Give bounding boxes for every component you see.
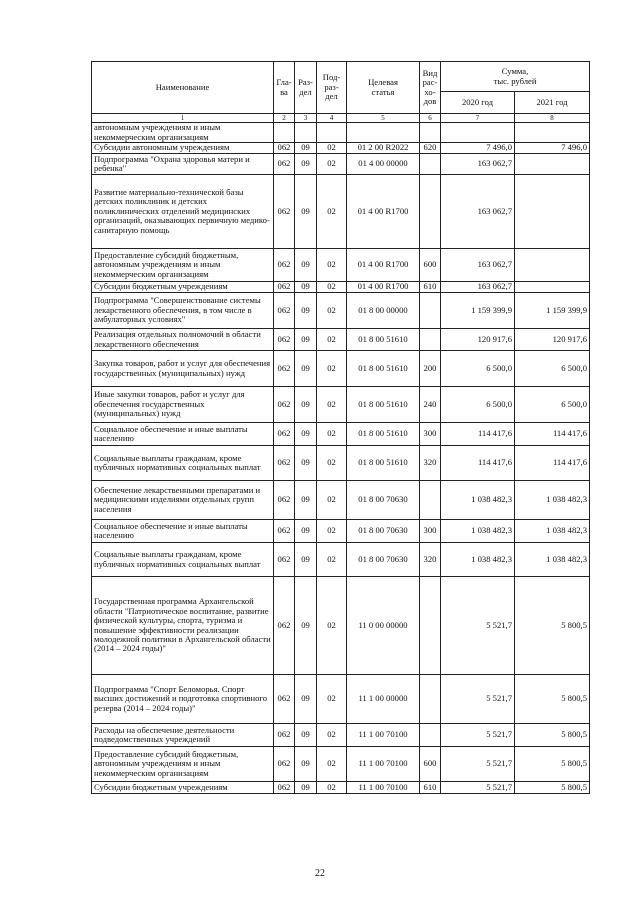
row-sum-2020: 7 496,0 — [441, 143, 515, 154]
table-row — [92, 446, 590, 481]
row-vid: 610 — [420, 782, 441, 794]
row-glava: 062 — [274, 675, 295, 724]
row-vid: 600 — [420, 747, 441, 782]
row-vid: 320 — [420, 446, 441, 481]
row-sum-2020: 1 038 482,3 — [441, 520, 515, 543]
row-glava — [274, 123, 295, 143]
row-razdel: 09 — [295, 175, 317, 249]
row-podrazdel: 02 — [317, 282, 347, 293]
row-podrazdel: 02 — [317, 175, 347, 249]
row-sum-2020: 163 062,7 — [441, 249, 515, 282]
index-cell: 4 — [317, 114, 347, 123]
row-sum-2020: 5 521,7 — [441, 782, 515, 794]
table-row — [92, 747, 590, 782]
row-sum-2021: 5 800,5 — [515, 675, 590, 724]
row-sum-2021: 5 800,5 — [515, 747, 590, 782]
row-name: Социальное обеспечение и иные выплаты населению — [92, 520, 274, 543]
row-vid: 240 — [420, 387, 441, 423]
row-target: 11 1 00 70100 — [347, 747, 420, 782]
row-name: Подпрограмма "Совершенствование системы лекарственного обеспечения, в том числе в амбулаторных условиях" — [92, 293, 274, 329]
row-sum-2021: 5 800,5 — [515, 724, 590, 747]
row-vid — [420, 293, 441, 329]
table-row — [92, 351, 590, 387]
row-sum-2020: 1 038 482,3 — [441, 543, 515, 577]
row-name: автономным учреждениям и иным некоммерческим организациям — [92, 123, 274, 143]
row-razdel: 09 — [295, 387, 317, 423]
row-podrazdel: 02 — [317, 143, 347, 154]
row-sum-2020: 1 159 399,9 — [441, 293, 515, 329]
row-razdel: 09 — [295, 782, 317, 794]
header-year-2021: 2021 год — [515, 92, 590, 114]
row-target: 01 8 00 51610 — [347, 423, 420, 446]
row-vid: 200 — [420, 351, 441, 387]
row-glava: 062 — [274, 387, 295, 423]
row-razdel: 09 — [295, 282, 317, 293]
row-razdel: 09 — [295, 747, 317, 782]
index-cell: 3 — [295, 114, 317, 123]
row-glava: 062 — [274, 293, 295, 329]
row-vid: 600 — [420, 249, 441, 282]
page-number: 22 — [315, 868, 325, 879]
table-row — [92, 675, 590, 724]
index-cell: 2 — [274, 114, 295, 123]
row-sum-2021: 1 038 482,3 — [515, 543, 590, 577]
row-vid: 300 — [420, 423, 441, 446]
row-name: Социальные выплаты гражданам, кроме публичных нормативных социальных выплат — [92, 446, 274, 481]
row-podrazdel: 02 — [317, 387, 347, 423]
header-year-2020: 2020 год — [441, 92, 515, 114]
table-row — [92, 481, 590, 520]
row-sum-2021: 120 917,6 — [515, 329, 590, 351]
row-sum-2020: 6 500,0 — [441, 387, 515, 423]
row-name: Субсидии бюджетным учреждениям — [92, 282, 274, 293]
row-razdel: 09 — [295, 724, 317, 747]
row-glava: 062 — [274, 143, 295, 154]
row-target: 11 1 00 70100 — [347, 724, 420, 747]
row-sum-2021: 5 800,5 — [515, 577, 590, 675]
row-vid — [420, 724, 441, 747]
row-target: 01 2 00 R2022 — [347, 143, 420, 154]
row-glava: 062 — [274, 423, 295, 446]
row-name: Подпрограмма "Спорт Беломорья. Спорт высших достижений и подготовка спортивного резерва (2014 – 2024 годы)" — [92, 675, 274, 724]
row-podrazdel: 02 — [317, 249, 347, 282]
row-glava: 062 — [274, 446, 295, 481]
header-vid: Вид рас- хо- дов — [420, 62, 441, 114]
row-name: Расходы на обеспечение деятельности подведомственных учреждений — [92, 724, 274, 747]
row-sum-2020: 163 062,7 — [441, 282, 515, 293]
index-cell: 5 — [347, 114, 420, 123]
row-razdel: 09 — [295, 423, 317, 446]
row-podrazdel: 02 — [317, 446, 347, 481]
table-row — [92, 175, 590, 249]
row-target: 01 4 00 00000 — [347, 154, 420, 175]
table-row — [92, 520, 590, 543]
row-sum-2020: 114 417,6 — [441, 423, 515, 446]
row-target — [347, 123, 420, 143]
row-podrazdel: 02 — [317, 577, 347, 675]
row-target: 11 1 00 00000 — [347, 675, 420, 724]
row-razdel: 09 — [295, 446, 317, 481]
row-sum-2020: 120 917,6 — [441, 329, 515, 351]
index-cell: 8 — [515, 114, 590, 123]
row-target: 01 8 00 51610 — [347, 446, 420, 481]
row-razdel: 09 — [295, 293, 317, 329]
index-cell: 1 — [92, 114, 274, 123]
row-podrazdel: 02 — [317, 724, 347, 747]
row-name: Социальные выплаты гражданам, кроме публичных нормативных социальных выплат — [92, 543, 274, 577]
header-glava: Гла- ва — [274, 62, 295, 114]
row-target: 01 8 00 51610 — [347, 351, 420, 387]
row-target: 01 8 00 70630 — [347, 543, 420, 577]
row-vid — [420, 675, 441, 724]
row-razdel: 09 — [295, 520, 317, 543]
row-name: Иные закупки товаров, работ и услуг для обеспечения государственных (муниципальных) нужд — [92, 387, 274, 423]
table-row — [92, 724, 590, 747]
row-target: 11 1 00 70100 — [347, 782, 420, 794]
row-podrazdel: 02 — [317, 481, 347, 520]
table-row — [92, 423, 590, 446]
row-vid — [420, 154, 441, 175]
row-razdel: 09 — [295, 577, 317, 675]
row-name: Закупка товаров, работ и услуг для обеспечения государственных (муниципальных) нужд — [92, 351, 274, 387]
row-sum-2021: 5 800,5 — [515, 782, 590, 794]
row-glava: 062 — [274, 329, 295, 351]
row-name: Субсидии автономным учреждениям — [92, 143, 274, 154]
row-sum-2020: 163 062,7 — [441, 154, 515, 175]
row-target: 11 0 00 00000 — [347, 577, 420, 675]
row-sum-2020 — [441, 123, 515, 143]
table-body — [92, 123, 590, 794]
row-vid: 320 — [420, 543, 441, 577]
row-glava: 062 — [274, 282, 295, 293]
row-sum-2021: 6 500,0 — [515, 387, 590, 423]
row-sum-2021 — [515, 123, 590, 143]
row-podrazdel: 02 — [317, 543, 347, 577]
table-row — [92, 329, 590, 351]
row-sum-2020: 114 417,6 — [441, 446, 515, 481]
row-razdel: 09 — [295, 481, 317, 520]
row-razdel: 09 — [295, 351, 317, 387]
row-sum-2020: 163 062,7 — [441, 175, 515, 249]
row-sum-2021: 1 159 399,9 — [515, 293, 590, 329]
row-sum-2021 — [515, 249, 590, 282]
table-row — [92, 543, 590, 577]
row-sum-2021: 7 496,0 — [515, 143, 590, 154]
row-podrazdel — [317, 123, 347, 143]
header-target: Целевая статья — [347, 62, 420, 114]
row-glava: 062 — [274, 782, 295, 794]
row-glava: 062 — [274, 747, 295, 782]
row-name: Обеспечение лекарственными препаратами и медицинскими изделиями отдельных групп населения — [92, 481, 274, 520]
row-target: 01 4 00 R1700 — [347, 249, 420, 282]
row-sum-2021: 6 500,0 — [515, 351, 590, 387]
row-sum-2020: 5 521,7 — [441, 577, 515, 675]
header-podrazdel: Под- раз- дел — [317, 62, 347, 114]
index-cell: 7 — [441, 114, 515, 123]
table-row — [92, 249, 590, 282]
row-sum-2021 — [515, 154, 590, 175]
row-glava: 062 — [274, 175, 295, 249]
row-target: 01 8 00 51610 — [347, 387, 420, 423]
row-name: Предоставление субсидий бюджетным, автономным учреждениям и иным некоммерческим организациям — [92, 249, 274, 282]
row-target: 01 8 00 70630 — [347, 520, 420, 543]
row-podrazdel: 02 — [317, 293, 347, 329]
table-row — [92, 293, 590, 329]
row-name: Предоставление субсидий бюджетным, автономным учреждениям и иным некоммерческим организациям — [92, 747, 274, 782]
table-row — [92, 154, 590, 175]
row-vid — [420, 175, 441, 249]
row-sum-2020: 5 521,7 — [441, 675, 515, 724]
row-sum-2021 — [515, 282, 590, 293]
row-name: Субсидии бюджетным учреждениям — [92, 782, 274, 794]
row-glava: 062 — [274, 154, 295, 175]
row-sum-2021: 114 417,6 — [515, 423, 590, 446]
row-vid — [420, 577, 441, 675]
row-sum-2020: 1 038 482,3 — [441, 481, 515, 520]
row-name: Реализация отдельных полномочий в области лекарственного обеспечения — [92, 329, 274, 351]
row-vid — [420, 123, 441, 143]
row-sum-2021 — [515, 175, 590, 249]
row-razdel: 09 — [295, 675, 317, 724]
row-vid — [420, 481, 441, 520]
header-sum: Сумма, тыс. рублей — [441, 62, 590, 92]
row-podrazdel: 02 — [317, 675, 347, 724]
row-name: Подпрограмма "Охрана здоровья матери и ребенка" — [92, 154, 274, 175]
row-glava: 062 — [274, 520, 295, 543]
row-podrazdel: 02 — [317, 782, 347, 794]
header-name: Наименование — [92, 62, 274, 114]
row-vid: 300 — [420, 520, 441, 543]
row-razdel: 09 — [295, 143, 317, 154]
row-razdel: 09 — [295, 329, 317, 351]
row-podrazdel: 02 — [317, 351, 347, 387]
table-row — [92, 387, 590, 423]
row-glava: 062 — [274, 543, 295, 577]
row-razdel — [295, 123, 317, 143]
table-row — [92, 282, 590, 293]
budget-table — [91, 61, 590, 794]
row-glava: 062 — [274, 249, 295, 282]
row-sum-2021: 1 038 482,3 — [515, 481, 590, 520]
row-razdel: 09 — [295, 543, 317, 577]
table-row — [92, 123, 590, 143]
row-sum-2020: 5 521,7 — [441, 724, 515, 747]
row-podrazdel: 02 — [317, 329, 347, 351]
row-glava: 062 — [274, 481, 295, 520]
row-target: 01 4 00 R1700 — [347, 175, 420, 249]
row-vid: 610 — [420, 282, 441, 293]
row-podrazdel: 02 — [317, 520, 347, 543]
row-razdel: 09 — [295, 249, 317, 282]
row-podrazdel: 02 — [317, 423, 347, 446]
table-row — [92, 782, 590, 794]
row-podrazdel: 02 — [317, 154, 347, 175]
row-name: Социальное обеспечение и иные выплаты населению — [92, 423, 274, 446]
row-target: 01 8 00 51610 — [347, 329, 420, 351]
row-name: Государственная программа Архангельской области "Патриотическое воспитание, развитие физической культуры, спорта, туризма и повышение эффективности реализации молодежной политики в Архангельской области (2014 – 2024 годы)" — [92, 577, 274, 675]
row-glava: 062 — [274, 351, 295, 387]
row-sum-2020: 5 521,7 — [441, 747, 515, 782]
index-cell: 6 — [420, 114, 441, 123]
row-sum-2021: 114 417,6 — [515, 446, 590, 481]
row-razdel: 09 — [295, 154, 317, 175]
row-glava: 062 — [274, 724, 295, 747]
row-vid: 620 — [420, 143, 441, 154]
row-sum-2021: 1 038 482,3 — [515, 520, 590, 543]
table-row — [92, 577, 590, 675]
row-target: 01 4 00 R1700 — [347, 282, 420, 293]
row-sum-2020: 6 500,0 — [441, 351, 515, 387]
row-target: 01 8 00 00000 — [347, 293, 420, 329]
row-name: Развитие материально-технической базы детских поликлиник и детских поликлинических отделений медицинских организаций, оказывающих первичную медико-санитарную помощь — [92, 175, 274, 249]
row-target: 01 8 00 70630 — [347, 481, 420, 520]
row-vid — [420, 329, 441, 351]
row-glava: 062 — [274, 577, 295, 675]
table-row — [92, 143, 590, 154]
header-razdel: Раз- дел — [295, 62, 317, 114]
row-podrazdel: 02 — [317, 747, 347, 782]
